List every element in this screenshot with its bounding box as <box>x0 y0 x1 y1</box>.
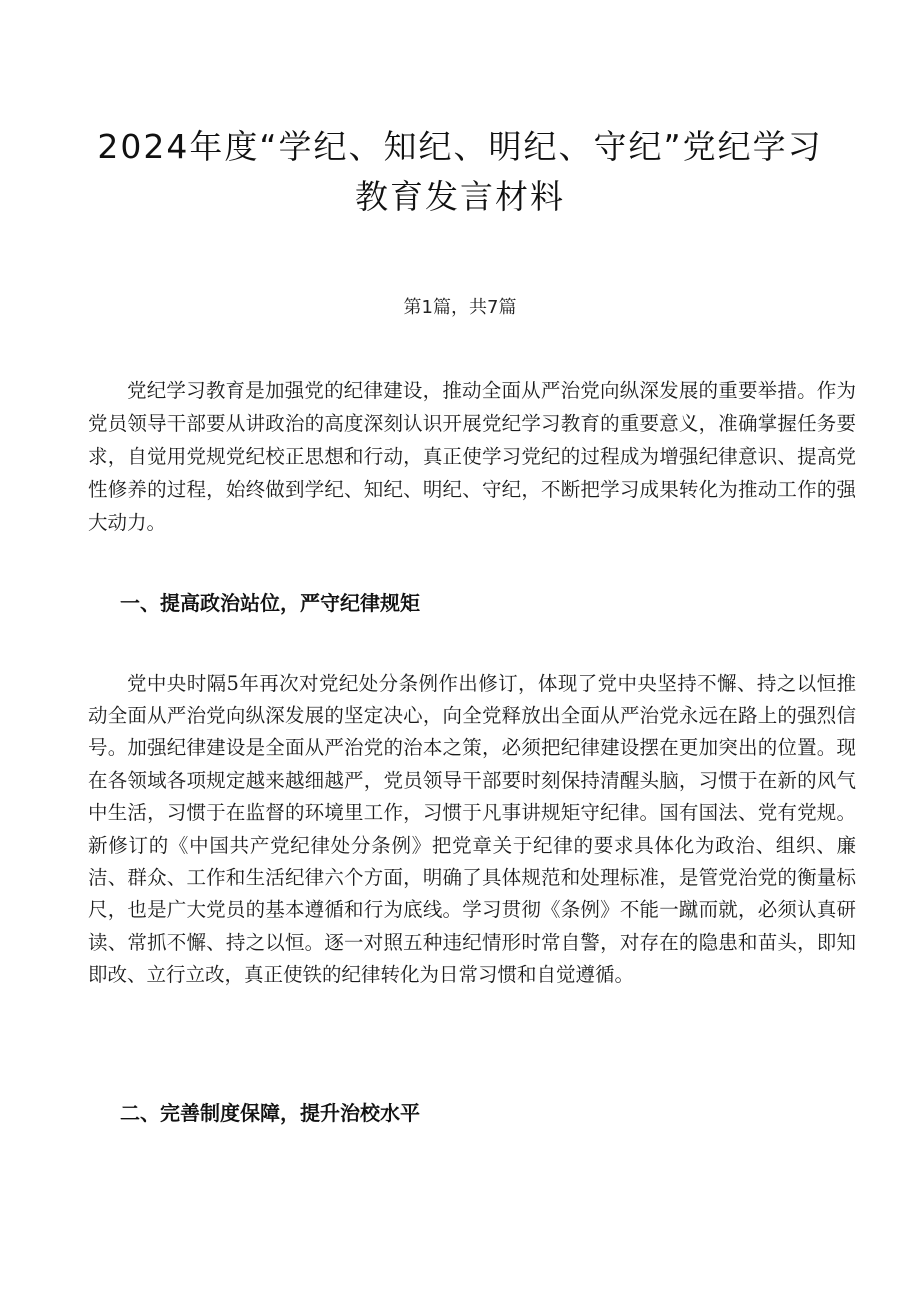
part-indicator: 第1篇，共7篇 <box>403 297 517 318</box>
document-title: 2024年度“学纪、知纪、明纪、守纪”党纪学习教育发言材料 <box>97 127 823 216</box>
section-heading-1: 一、提高政治站位，严守纪律规矩 <box>120 591 420 615</box>
section-1-paragraph: 党中央时隔5年再次对党纪处分条例作出修订，体现了党中央坚持不懈、持之以恒推动全面从严治党向纵深发展的坚定决心，向全党释放出全面从严治党永远在路上的强烈信号。加强纪律建设是全面从严治党的治本之策，必须把纪律建设摆在更加突出的位置。现在各领域各项规定越来越细越严，党员领导干部要时刻保持清醒头脑，习惯于在新的风气中生活，习惯于在监督的环境里工作，习惯于凡事讲规矩守纪律。国有国法、党有党规。新修订的《中国共产党纪律处分条例》把党章关于纪律的要求具体化为政治、组织、廉洁、群众、工作和生活纪律六个方面，明确了具体规范和处理标准，是管党治党的衡量标尺，也是广大党员的基本遵循和行为底线。学习贯彻《条例》不能一蹴而就，必须认真研读、常抓不懈、持之以恒。逐一对照五种违纪情形时常自警，对存在的隐患和苗头，即知即改、立行立改，真正使铁的纪律转化为日常习惯和自觉遵循。 <box>88 671 856 987</box>
intro-paragraph: 党纪学习教育是加强党的纪律建设，推动全面从严治党向纵深发展的重要举措。作为党员领导干部要从讲政治的高度深刻认识开展党纪学习教育的重要意义，准确掌握任务要求，自觉用党规党纪校正思想和行动，真正使学习党纪的过程成为增强纪律意识、提高党性修养的过程，始终做到学纪、知纪、明纪、守纪，不断把学习成果转化为推动工作的强大动力。 <box>88 378 856 535</box>
section-heading-2: 二、完善制度保障，提升治校水平 <box>120 1101 420 1125</box>
